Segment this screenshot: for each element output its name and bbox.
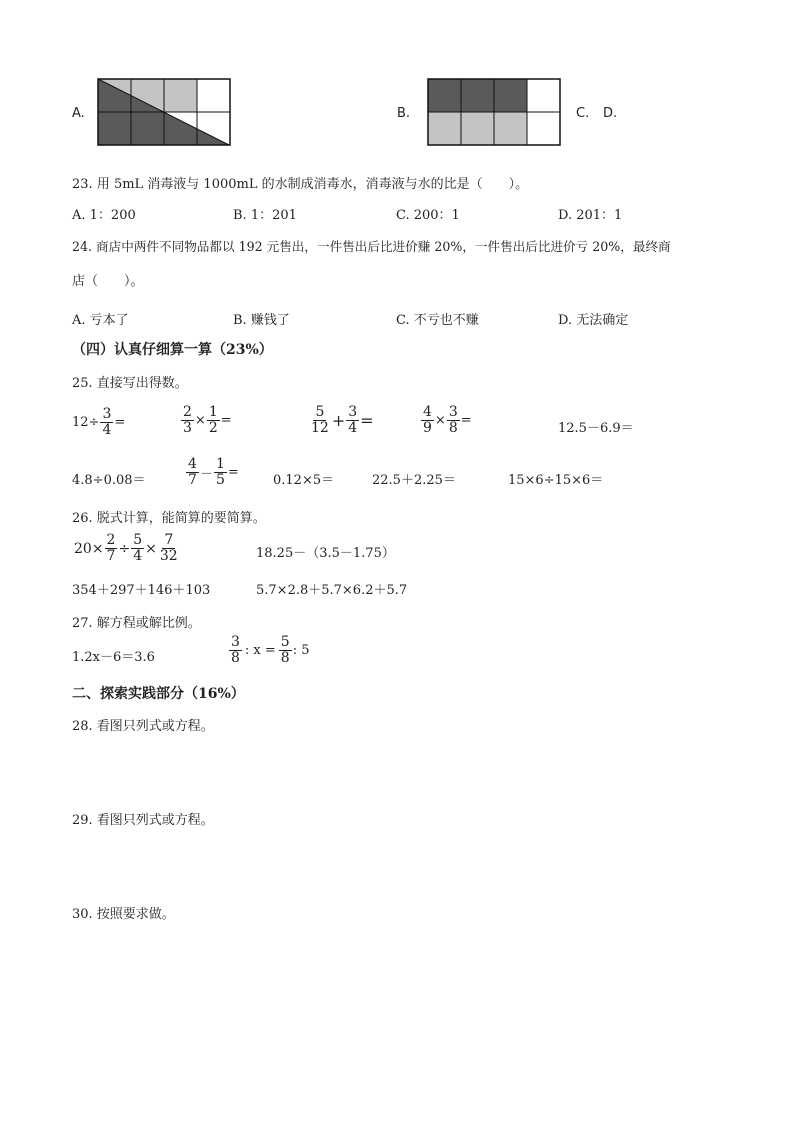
q26-expr-4: 5.7×2.8＋5.7×6.2＋5.7: [256, 583, 408, 598]
q24-option-b: B. 赚钱了: [233, 313, 290, 328]
fraction: $\frac{1}{2}$: [208, 404, 218, 436]
q24-stem-line2: 店（ ）。: [72, 274, 144, 289]
section-4-title: （四）认真仔细算一算（23%）: [72, 342, 273, 358]
q25-expr-10: 15×6÷15×6＝: [508, 473, 604, 488]
q26-expr-3: 354＋297＋146＋103: [72, 583, 211, 598]
fraction: $\frac{4}{9}$: [423, 404, 432, 436]
q24-option-d: D. 无法确定: [558, 313, 629, 328]
q23-option-c: C. 200：1: [396, 208, 460, 223]
q24-option-c: C. 不亏也不赚: [396, 313, 479, 328]
option-c-label: C.: [576, 106, 590, 121]
q25-expr-2: $\frac{2}{3}$ × $\frac{1}{2}$ =: [183, 404, 232, 436]
option-b-figure: [427, 78, 561, 146]
option-a-label: A.: [72, 106, 85, 121]
q25-stem: 25. 直接写出得数。: [72, 376, 188, 391]
fraction: $\frac{1}{5}$: [215, 456, 225, 488]
q25-expr-9: 22.5＋2.25＝: [372, 473, 456, 488]
option-a-figure: [97, 78, 231, 146]
fraction: $\frac{3}{4}$: [348, 404, 358, 436]
fraction: $\frac{7}{32}$: [159, 532, 178, 564]
q23-option-a: A. 1：200: [72, 208, 136, 223]
q26-expr-1: 20× $\frac{2}{7}$ ÷ $\frac{5}{4}$ × $\frac{7}{32}$: [74, 532, 178, 564]
q29-stem: 29. 看图只列式或方程。: [72, 813, 214, 828]
fraction: $\frac{3}{8}$: [231, 634, 240, 666]
q30-stem: 30. 按照要求做。: [72, 907, 175, 922]
q23-stem: 23. 用 5mL 消毒液与 1000mL 的水制成消毒水，消毒液与水的比是（ ）。: [72, 177, 529, 192]
option-b-label: B.: [397, 106, 411, 121]
q25-expr-8: 0.12×5＝: [273, 473, 335, 488]
q25-expr-7: $\frac{4}{7}$ － $\frac{1}{5}$ =: [188, 456, 239, 488]
q23-option-b: B. 1：201: [233, 208, 297, 223]
q23-option-d: D. 201：1: [558, 208, 623, 223]
q25-expr-3: $\frac{5}{12}$ + $\frac{3}{4}$ =: [311, 404, 374, 436]
q27-expr-1: 1.2x－6＝3.6: [72, 650, 155, 665]
q25-expr-4: $\frac{4}{9}$ × $\frac{3}{8}$ =: [423, 404, 472, 436]
fraction: $\frac{4}{7}$: [188, 456, 197, 488]
fraction: $\frac{2}{7}$: [106, 532, 116, 564]
q27-stem: 27. 解方程或解比例。: [72, 616, 201, 631]
fraction: $\frac{5}{4}$: [133, 532, 143, 564]
q25-expr-5: 12.5－6.9＝: [558, 421, 634, 436]
q24-option-a: A. 亏本了: [72, 313, 129, 328]
fraction: $\frac{3}{4}$: [102, 406, 112, 438]
fraction: $\frac{2}{3}$: [183, 404, 192, 436]
q28-stem: 28. 看图只列式或方程。: [72, 719, 214, 734]
fraction: $\frac{3}{8}$: [448, 404, 458, 436]
section-2-title: 二、探索实践部分（16%）: [72, 686, 245, 702]
option-d-label: D.: [603, 106, 618, 121]
fraction: $\frac{5}{12}$: [311, 404, 329, 436]
q26-stem: 26. 脱式计算，能简算的要简算。: [72, 511, 266, 526]
fraction: $\frac{5}{8}$: [280, 634, 290, 666]
q25-expr-6: 4.8÷0.08＝: [72, 473, 146, 488]
q24-stem-line1: 24. 商店中两件不同物品都以 192 元售出，一件售出后比进价赚 20%，一件售出后比进价亏 20%，最终商: [72, 239, 671, 254]
q25-expr-1: 12÷ $\frac{3}{4}$ =: [72, 406, 126, 438]
q27-expr-2: $\frac{3}{8}$ : x = $\frac{5}{8}$ : 5: [231, 634, 310, 666]
q26-expr-2: 18.25－（3.5－1.75）: [256, 546, 395, 561]
